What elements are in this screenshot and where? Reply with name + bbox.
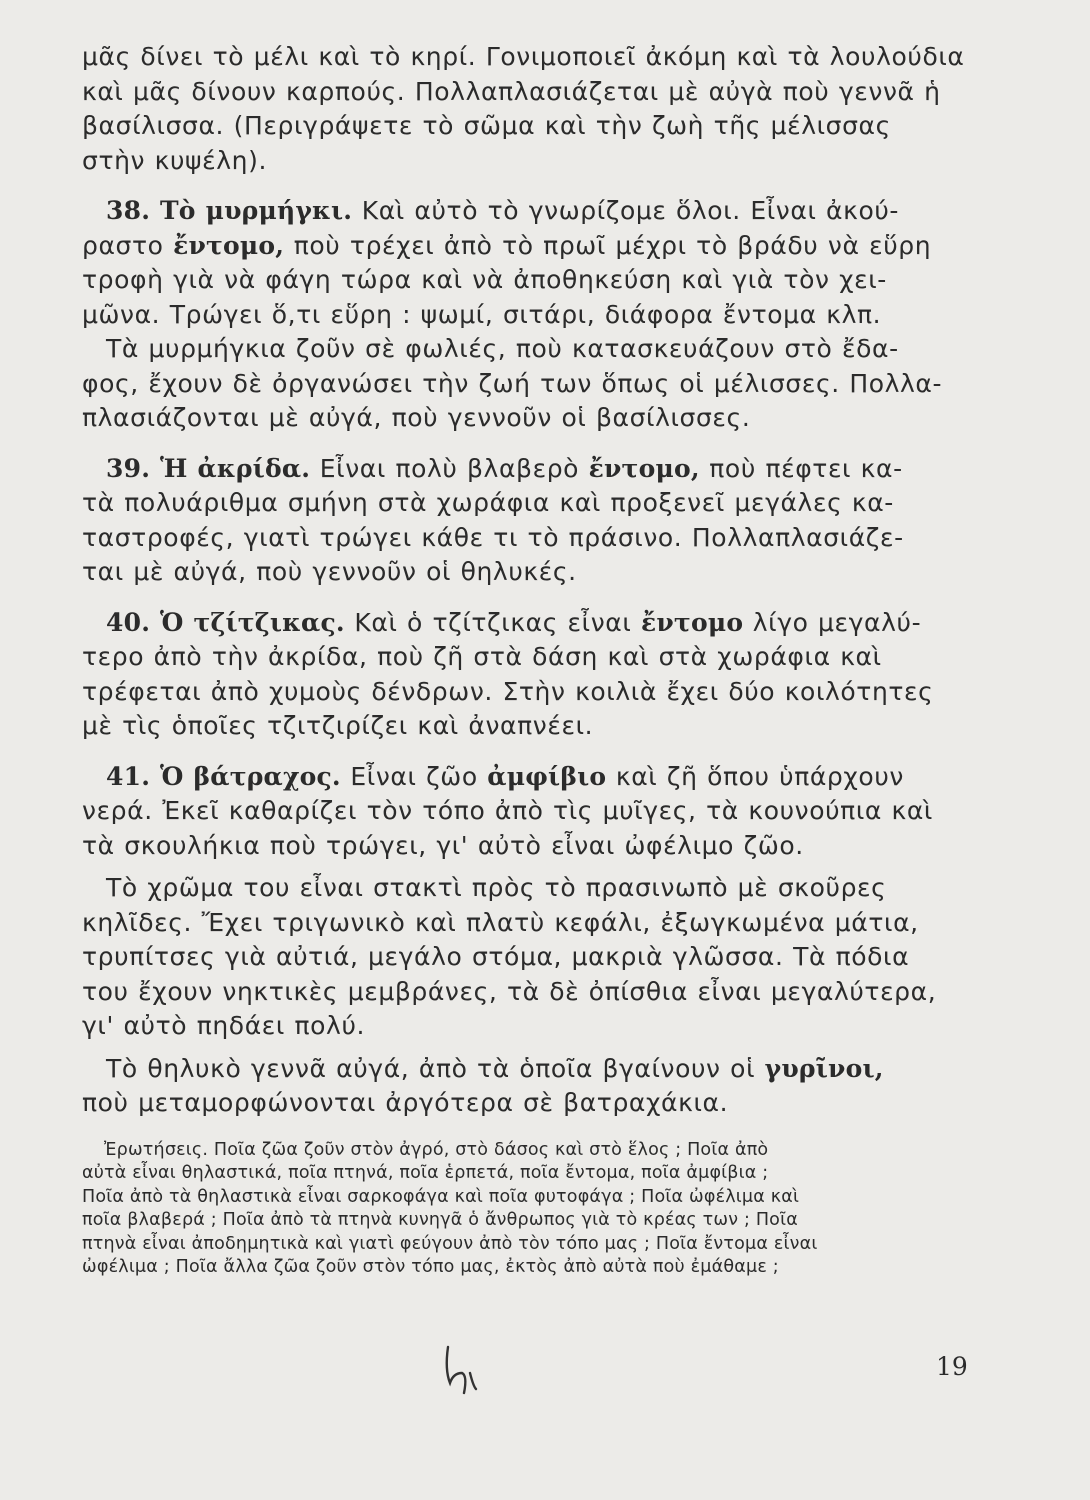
key-term: ἀμφίβιο	[487, 761, 607, 791]
text-line: ταστροφές, γιατὶ τρώγει κάθε τι τὸ πράσινο. Πολλαπλασιάζε-	[82, 522, 904, 552]
question-line: πτηνὰ εἶναι ἀποδημητικὰ καὶ γιατὶ φεύγουν ἀπὸ τὸν τόπο μας ; Ποῖα ἔντομα εἶναι	[82, 1233, 818, 1254]
section-heading: 40. Ὁ τζίτζικας.	[106, 607, 345, 637]
text-line: τροφὴ γιὰ νὰ φάγη τώρα καὶ νὰ ἀποθηκεύση καὶ γιὰ τὸν χει-	[82, 265, 887, 294]
intro-paragraph	[82, 40, 970, 178]
text-line: ται μὲ αὐγά, ποὺ γεννοῦν οἱ θηλυκές.	[82, 557, 577, 586]
text-line: τρέφεται ἀπὸ χυμοὺς δένδρων. Στὴν κοιλιὰ ἔχει δύο κοιλότητες	[82, 676, 934, 706]
text-line: νερά. Ἐκεῖ καθαρίζει τὸν τόπο ἀπὸ τὶς μυῖγες, τὰ κουνούπια καὶ	[82, 796, 933, 825]
text-line	[82, 606, 970, 641]
text-line: τὰ πολυάριθμα σμήνη στὰ χωράφια καὶ προξενεῖ μεγάλες κα-	[82, 488, 894, 517]
text-line: ποὺ μεταμορφώνονται ἀργότερα σὲ βατραχάκια.	[82, 1088, 729, 1117]
text-span: ποὺ πέφτει κα-	[709, 453, 903, 483]
text-line: μᾶς δίνει τὸ μέλι καὶ τὸ κηρί. Γονιμοποιεῖ ἀκόμη καὶ τὰ λουλούδια	[82, 42, 965, 71]
text-line	[82, 229, 970, 264]
handwritten-mark	[440, 1343, 488, 1403]
text-line: τὰ σκουλήκια ποὺ τρώγει, γι' αὐτὸ εἶναι ὠφέλιμο ζῶο.	[82, 830, 804, 860]
key-term: ἔντομο,	[173, 230, 285, 260]
text-span: Τὸ θηλυκὸ γεννᾶ αὐγά, ἀπὸ τὰ ὁποῖα βγαίνουν οἱ	[106, 1053, 756, 1083]
text-line	[82, 452, 970, 487]
text-line: του ἔχουν νηκτικὲς μεμβράνες, τὰ δὲ ὀπίσθια εἶναι μεγαλύτερα,	[82, 976, 937, 1006]
question-line: αὐτὰ εἶναι θηλαστικά, ποῖα πτηνά, ποῖα ἑρπετά, ποῖα ἔντομα, ποῖα ἀμφίβια ;	[82, 1163, 769, 1184]
text-line: καὶ μᾶς δίνουν καρπούς. Πολλαπλασιάζεται μὲ αὐγὰ ποὺ γεννᾶ ἡ	[82, 76, 941, 106]
key-term: ἔντομο,	[588, 453, 700, 483]
key-term: ἔντομο	[640, 607, 744, 637]
text-line: τρυπίτσες γιὰ αὐτιά, μεγάλο στόμα, μακριὰ γλῶσσα. Τὰ πόδια	[82, 942, 910, 971]
section-locust	[82, 452, 970, 590]
section-heading: 41. Ὁ βάτραχος.	[106, 761, 341, 791]
section-frog	[82, 760, 970, 1121]
text-line: πλασιάζονται μὲ αὐγά, ποὺ γεννοῦν οἱ βασίλισσες.	[82, 403, 751, 432]
text-span: Καὶ ὁ τζίτζικας εἶναι	[354, 607, 632, 637]
text-line: γι' αὐτὸ πηδάει πολύ.	[82, 1011, 366, 1040]
text-span: καὶ ζῆ ὅπου ὑπάρχουν	[615, 761, 904, 791]
question-line: Ποῖα ἀπὸ τὰ θηλαστικὰ εἶναι σαρκοφάγα καὶ ποῖα φυτοφάγα ; Ποῖα ὠφέλιμα καὶ	[82, 1186, 800, 1207]
text-line: τερο ἀπὸ τὴν ἀκρίδα, ποὺ ζῆ στὰ δάση καὶ στὰ χωράφια καὶ	[82, 642, 882, 671]
section-heading: 38. Τὸ μυρμήγκι.	[106, 196, 353, 225]
question-line: ὠφέλιμα ; Ποῖα ἄλλα ζῶα ζοῦν στὸν τόπο μας, ἐκτὸς ἀπὸ αὐτὰ ποὺ ἐμάθαμε ;	[82, 1257, 779, 1278]
text-span: Εἶναι πολὺ βλαβερὸ	[319, 453, 580, 483]
text-span: λίγο μεγαλύ-	[752, 607, 922, 637]
questions-block	[82, 1139, 970, 1281]
text-line: Τὰ μυρμήγκια ζοῦν σὲ φωλιές, ποὺ κατασκευάζουν στὸ ἔδα-	[106, 334, 899, 363]
section-heading: 39. Ἡ ἀκρίδα.	[106, 453, 311, 483]
section-ant	[82, 194, 970, 436]
page-number: 19	[936, 1352, 968, 1381]
text-span: Εἶναι ζῶο	[350, 761, 478, 791]
section-cicada	[82, 606, 970, 744]
text-line: φος, ἔχουν δὲ ὀργανώσει τὴν ζωή των ὅπως οἱ μέλισσες. Πολλα-	[82, 368, 943, 398]
question-line: Ἐρωτήσεις. Ποῖα ζῶα ζοῦν στὸν ἀγρό, στὸ δάσος καὶ στὸ ἕλος ; Ποῖα ἀπὸ	[104, 1139, 769, 1160]
text-line: μῶνα. Τρώγει ὅ,τι εὕρη : ψωμί, σιτάρι, διάφορα ἔντομα κλπ.	[82, 299, 882, 329]
text-span: ραστο	[82, 230, 164, 260]
question-line: ποῖα βλαβερά ; Ποῖα ἀπὸ τὰ πτηνὰ κυνηγᾶ ὁ ἄνθρωπος γιὰ τὸ κρέας των ; Ποῖα	[82, 1210, 798, 1231]
text-span: Καὶ αὐτὸ τὸ γνωρίζομε ὅλοι. Εἶναι ἀκού-	[361, 196, 900, 225]
text-line: στὴν κυψέλη).	[82, 145, 267, 175]
text-line	[82, 1052, 970, 1087]
text-line	[82, 194, 970, 229]
text-span: ποὺ τρέχει ἀπὸ τὸ πρωῖ μέχρι τὸ βράδυ νὰ εὕρη	[293, 230, 932, 260]
text-line: Τὸ χρῶμα του εἶναι στακτὶ πρὸς τὸ πρασινωπὸ μὲ σκοῦρες	[106, 873, 887, 902]
text-line: κηλῖδες. Ἔχει τριγωνικὸ καὶ πλατὺ κεφάλι, ἐξωγκωμένα μάτια,	[82, 907, 919, 937]
key-term: γυρῖνοι,	[764, 1053, 884, 1083]
page-body	[82, 40, 970, 1280]
text-line: βασίλισσα. (Περιγράψετε τὸ σῶμα καὶ τὴν ζωὴ τῆς μέλισσας	[82, 111, 891, 140]
text-line	[82, 760, 970, 795]
text-line: μὲ τὶς ὁποῖες τζιτζιρίζει καὶ ἀναπνέει.	[82, 711, 594, 740]
